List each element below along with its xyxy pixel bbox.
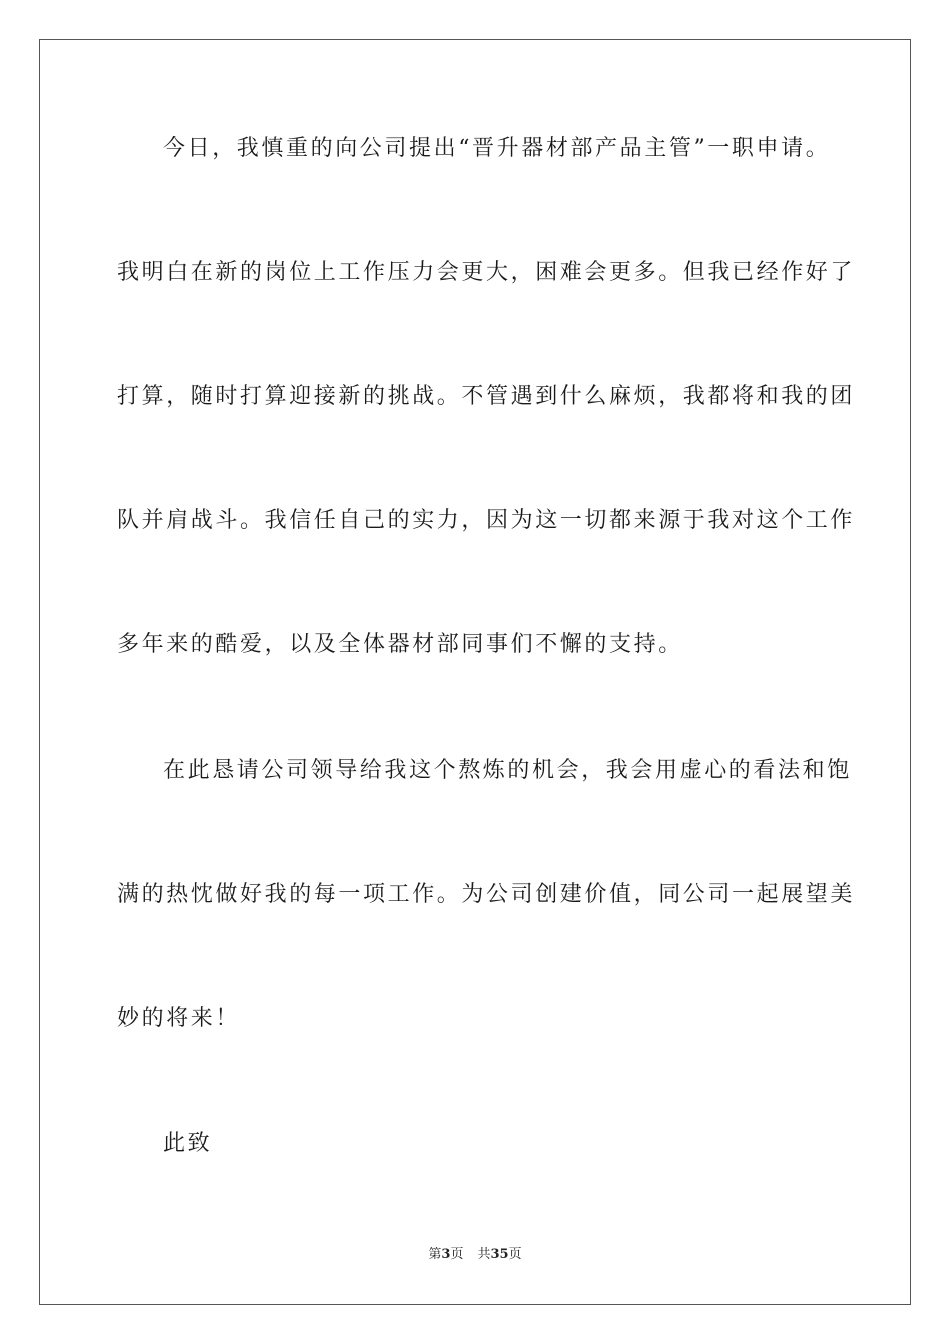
body-line-4: 队并肩战斗。我信任自己的实力，因为这一切都来源于我对这个工作 xyxy=(117,508,856,533)
total-suffix: 页 xyxy=(508,1247,522,1262)
page-border xyxy=(39,39,911,1305)
body-line-6: 在此恳请公司领导给我这个熬炼的机会，我会用虚心的看法和饱 xyxy=(163,758,852,783)
body-line-1: 今日，我慎重的向公司提出“晋升器材部产品主管”一职申请。 xyxy=(163,136,831,161)
page-prefix: 第 xyxy=(428,1247,442,1262)
total-prefix: 共 xyxy=(477,1247,491,1262)
closing-line: 此致 xyxy=(163,1131,213,1156)
body-line-5: 多年来的酷爱，以及全体器材部同事们不懈的支持。 xyxy=(117,632,683,657)
page-footer xyxy=(0,1247,950,1263)
body-line-7: 满的热忱做好我的每一项工作。为公司创建价值，同公司一起展望美 xyxy=(117,882,856,907)
body-line-8: 妙的将来！ xyxy=(117,1006,241,1031)
page-suffix: 页 xyxy=(450,1247,464,1262)
body-line-2: 我明白在新的岗位上工作压力会更大，困难会更多。但我已经作好了 xyxy=(117,260,856,285)
body-line-3: 打算，随时打算迎接新的挑战。不管遇到什么麻烦，我都将和我的团 xyxy=(117,384,856,409)
total-pages: 35 xyxy=(490,1247,509,1262)
page-number: 3 xyxy=(441,1247,451,1262)
